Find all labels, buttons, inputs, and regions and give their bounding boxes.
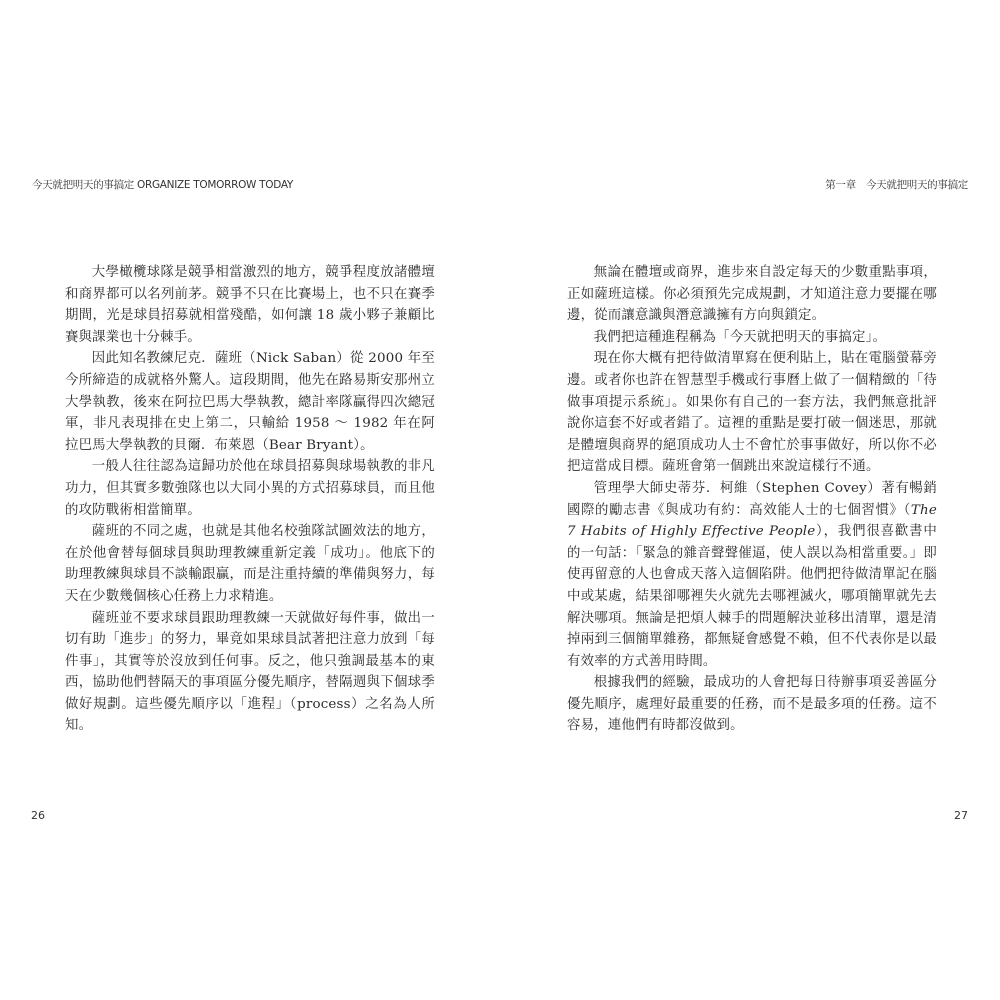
paragraph: 一般人往往認為這歸功於他在球員招募與球場執教的非凡功力，但其實多數強隊也以大同小異的方式招募球員，而且他的攻防戰術相當簡單。 [65, 459, 435, 518]
covey-rest: ），我們很喜歡書中的一句話：「緊急的雜音聲聲催逼，使人誤以為相當重要。」即使再留意的人也會成天落入這個陷阱。他們把待做清單記在腦中或某處，結果卻哪裡失火就先去哪裡滅火，哪項簡單就先去解決哪項。無論是把煩人棘手的問題解決並移出清單，還是清掉兩到三個簡單雜務，都無疑會感覺不賴，但不代表你是以最有效率的方式善用時間。 [567, 524, 937, 669]
book-title-italic: The 7 Habits of Highly Effective People [567, 502, 937, 540]
covey-lead: 管理學大師史蒂芬．柯維（Stephen Covey）著有暢銷國際的勵志書《與成功有約：高效能人士的七個習慣》（ [567, 480, 937, 518]
page-number-left: 26 [31, 809, 45, 822]
running-head-left [32, 177, 293, 192]
paragraph: 薩班並不要求球員跟助理教練一天就做好每件事，做出一切有助「進步」的努力，畢竟如果球員試著把注意力放到「每件事」，其實等於沒放到任何事。反之，他只強調最基本的東西，協助他們替隔天的事項區分優先順序，替隔週與下個球季做好規劃。這些優先順序以「進程」（process）之名為人所知。 [65, 610, 435, 734]
right-page-body [567, 262, 937, 737]
paragraph: 我們把這種進程稱為「今天就把明天的事搞定」。 [593, 329, 887, 345]
paragraph: 無論在體壇或商界，進步來自設定每天的少數重點事項，正如薩班這樣。你必須預先完成規劃，才知道注意力要擺在哪邊，從而讓意識與潛意識擁有方向與鎖定。 [567, 265, 937, 324]
left-page-body [65, 262, 435, 737]
chapter-title: 第一章 今天就把明天的事搞定 [825, 179, 968, 191]
paragraph: 現在你大概有把待做清單寫在便利貼上，貼在電腦螢幕旁邊。或者你也許在智慧型手機或行事曆上做了一個精緻的「待做事項提示系統」。如果你有自己的一套方法，我們無意批評說你這套不好或者錯了。這裡的重點是要打破一個迷思，那就是體壇與商界的絕頂成功人士不會忙於事事做好，所以你不必把這當成目標。薩班會第一個跳出來說這樣行不通。 [567, 351, 937, 475]
paragraph: 大學橄欖球隊是競爭相當激烈的地方，競爭程度放諸體壇和商界都可以名列前茅。競爭不只在比賽場上，也不只在賽季期間，光是球員招募就相當殘酷，如何讓 18 歲小夥子兼顧比賽與課業也十分棘手。 [65, 265, 435, 345]
paragraph: 根據我們的經驗，最成功的人會把每日待辦事項妥善區分優先順序，處理好最重要的任務，而不是最多項的任務。這不容易，連他們有時都沒做到。 [567, 675, 937, 734]
paragraph: 薩班的不同之處，也就是其他名校強隊試圖效法的地方，在於他會替每個球員與助理教練重新定義「成功」。他底下的助理教練與球員不談輸跟贏，而是注重持續的準備與努力，每天在少數幾個核心任務上力求精進。 [65, 524, 435, 604]
page-number-right: 27 [954, 809, 968, 822]
book-title: 今天就把明天的事搞定 [32, 179, 134, 191]
book-title-english: ORGANIZE TOMORROW TODAY [137, 179, 294, 191]
paragraph: 因此知名教練尼克．薩班（Nick Saban）從 2000 年至今所締造的成就格外驚人。這段期間，他先在路易斯安那州立大學執教，後來在阿拉巴馬大學執教，總計率隊贏得四次總冠軍，非凡表現排在史上第二，只輸給 1958 ～ 1982 年在阿拉巴馬大學執教的貝爾．布萊恩（Bear Bryant）。 [65, 351, 435, 453]
paragraph-covey [567, 478, 937, 672]
